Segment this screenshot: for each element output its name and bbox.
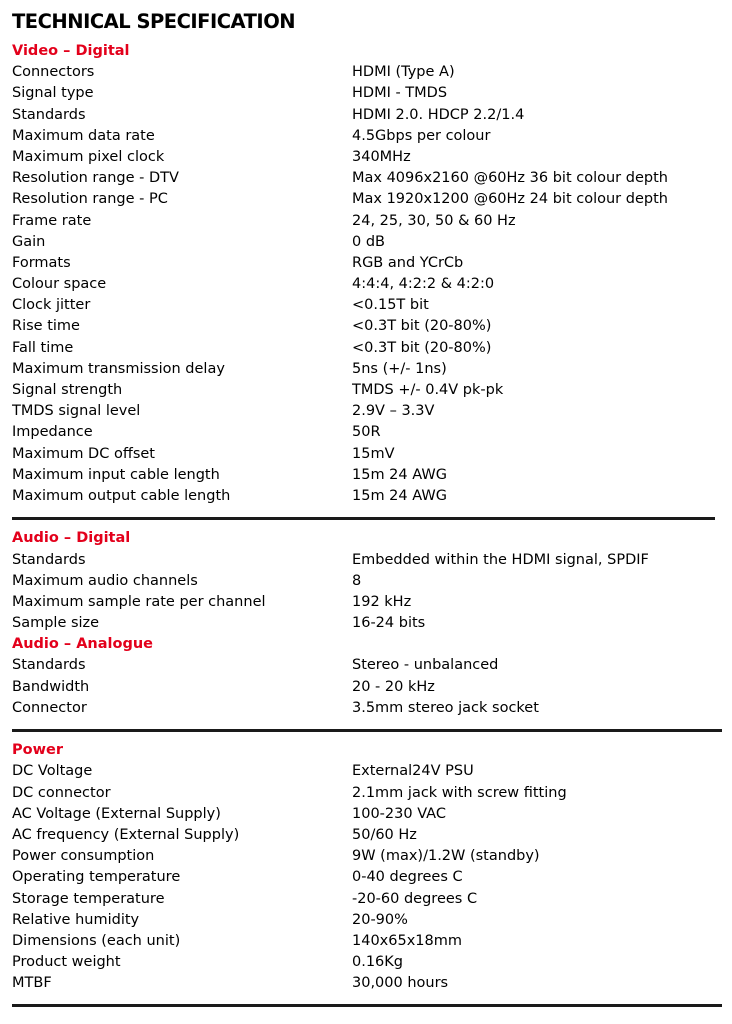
spec-row (12, 486, 724, 507)
spec-value: -20-60 degrees C (352, 890, 478, 907)
spec-label: Power consumption (12, 848, 155, 865)
spec-label: Frame rate (12, 212, 92, 229)
spec-label: Standards (12, 657, 86, 674)
spec-table-audio-analogue (12, 655, 724, 719)
spec-row (12, 804, 724, 825)
spec-row (12, 295, 724, 316)
spec-row (12, 677, 724, 698)
spec-value: Stereo - unbalanced (352, 657, 499, 674)
spec-label: Signal strength (12, 382, 123, 398)
spec-label: Maximum pixel clock (12, 148, 165, 165)
spec-value: 50R (352, 424, 381, 441)
spec-value: 16-24 bits (352, 615, 426, 632)
section-heading-video-digital: Video – Digital (12, 43, 130, 59)
spec-label: Resolution range - DTV (12, 170, 179, 187)
spec-table-power (12, 761, 724, 994)
spec-value: 192 kHz (352, 593, 412, 610)
spec-label: Operating temperature (12, 869, 181, 886)
spec-label: Formats (12, 254, 71, 271)
page-title: TECHNICAL SPECIFICATION (12, 10, 296, 33)
spec-value: Embedded within the HDMI signal, SPDIF (352, 551, 649, 568)
spec-value: 4.5Gbps per colour (352, 127, 491, 144)
spec-value: <0.3T bit (20-80%) (352, 318, 492, 335)
spec-value: 4:4:4, 4:2:2 & 4:2:0 (352, 276, 495, 293)
spec-value: 50/60 Hz (352, 826, 417, 843)
spec-value: Max 4096x2160 @60Hz 36 bit colour depth (352, 170, 668, 187)
spec-row (12, 274, 724, 295)
spec-sheet (12, 8, 724, 1016)
spec-label: Maximum output cable length (12, 487, 231, 504)
spec-row (12, 147, 724, 168)
spec-value: 20 - 20 kHz (352, 678, 435, 695)
spec-row (12, 592, 724, 613)
spec-row (12, 422, 724, 443)
spec-label: Standards (12, 106, 86, 123)
spec-label: DC Voltage (12, 763, 93, 780)
spec-label: Storage temperature (12, 890, 165, 907)
spec-row (12, 168, 724, 189)
spec-value: 0-40 degrees C (352, 869, 463, 886)
spec-row (12, 655, 724, 676)
spec-row (12, 973, 724, 994)
spec-label: AC frequency (External Supply) (12, 826, 240, 843)
spec-row (12, 889, 724, 910)
spec-label: Gain (12, 233, 46, 250)
spec-row (12, 62, 724, 83)
spec-row (12, 931, 724, 952)
spec-row (12, 83, 724, 104)
spec-label: Dimensions (each unit) (12, 932, 181, 949)
spec-label: Maximum input cable length (12, 466, 220, 483)
spec-label: AC Voltage (External Supply) (12, 805, 221, 822)
spec-label: MTBF (12, 975, 52, 992)
spec-row (12, 783, 724, 804)
spec-label: Rise time (12, 318, 80, 335)
spec-row (12, 910, 724, 931)
spec-row (12, 211, 724, 232)
spec-label: Maximum sample rate per channel (12, 593, 266, 610)
spec-row (12, 316, 724, 337)
spec-row (12, 846, 724, 867)
spec-label: Product weight (12, 954, 121, 971)
spec-row (12, 401, 724, 422)
spec-label: Clock jitter (12, 297, 91, 314)
spec-value: 24, 25, 30, 50 & 60 Hz (352, 212, 516, 229)
spec-value: Max 1920x1200 @60Hz 24 bit colour depth (352, 191, 668, 208)
spec-label: Maximum DC offset (12, 445, 155, 462)
spec-table-audio-digital (12, 550, 724, 635)
spec-row (12, 105, 724, 126)
spec-row (12, 867, 724, 888)
spec-value: RGB and YCrCb (352, 254, 464, 271)
spec-label: Maximum transmission delay (12, 360, 225, 377)
spec-value: 140x65x18mm (352, 932, 462, 949)
spec-label: Fall time (12, 339, 74, 356)
spec-value: HDMI - TMDS (352, 85, 448, 102)
spec-label: Maximum data rate (12, 127, 155, 144)
spec-value: 15m 24 AWG (352, 466, 447, 483)
spec-row (12, 253, 724, 274)
spec-row (12, 189, 724, 210)
spec-value: 100-230 VAC (352, 805, 446, 822)
spec-row (12, 444, 724, 465)
spec-label: Sample size (12, 615, 100, 632)
spec-value: 0 dB (352, 233, 385, 250)
section-heading-audio-digital: Audio – Digital (12, 530, 131, 547)
spec-label: Connectors (12, 64, 95, 81)
spec-label: Relative humidity (12, 911, 140, 928)
spec-row (12, 613, 724, 634)
spec-value: 20-90% (352, 911, 408, 928)
spec-value: 8 (352, 572, 362, 589)
spec-row (12, 232, 724, 253)
spec-value: <0.3T bit (20-80%) (352, 339, 492, 356)
spec-row (12, 380, 724, 401)
spec-value: 15mV (352, 445, 395, 462)
spec-value: 3.5mm stereo jack socket (352, 699, 539, 716)
spec-table-video-digital (12, 62, 724, 507)
section-divider (12, 507, 724, 528)
spec-value: 2.1mm jack with screw fitting (352, 784, 567, 801)
spec-label: Resolution range - PC (12, 191, 168, 208)
spec-label: Impedance (12, 424, 93, 441)
spec-row (12, 550, 724, 571)
spec-label: Connector (12, 699, 87, 716)
spec-row (12, 698, 724, 719)
section-heading-power: Power (12, 742, 63, 759)
spec-value: HDMI 2.0. HDCP 2.2/1.4 (352, 106, 525, 123)
spec-label: Bandwidth (12, 678, 90, 695)
spec-value: TMDS +/- 0.4V pk-pk (352, 382, 504, 398)
spec-value: 340MHz (352, 148, 411, 165)
spec-label: TMDS signal level (12, 403, 141, 420)
spec-label: Maximum audio channels (12, 572, 198, 589)
spec-value: <0.15T bit (352, 297, 429, 314)
section-divider (12, 994, 724, 1015)
spec-row (12, 338, 724, 359)
spec-row (12, 359, 724, 380)
spec-label: Signal type (12, 85, 94, 102)
spec-row (12, 761, 724, 782)
spec-value: 30,000 hours (352, 975, 449, 992)
section-divider (12, 719, 724, 740)
spec-value: External24V PSU (352, 763, 474, 780)
spec-value: 0.16Kg (352, 954, 403, 971)
spec-row (12, 126, 724, 147)
spec-label: Colour space (12, 276, 107, 293)
section-heading-audio-analogue: Audio – Analogue (12, 636, 153, 653)
spec-row (12, 571, 724, 592)
spec-label: Standards (12, 551, 86, 568)
spec-value: 15m 24 AWG (352, 487, 447, 504)
spec-label: DC connector (12, 784, 111, 801)
spec-row (12, 952, 724, 973)
spec-value: 5ns (+/- 1ns) (352, 360, 447, 377)
spec-value: 2.9V – 3.3V (352, 403, 435, 420)
spec-value: HDMI (Type A) (352, 64, 455, 81)
spec-row (12, 825, 724, 846)
spec-row (12, 465, 724, 486)
spec-value: 9W (max)/1.2W (standby) (352, 848, 540, 865)
